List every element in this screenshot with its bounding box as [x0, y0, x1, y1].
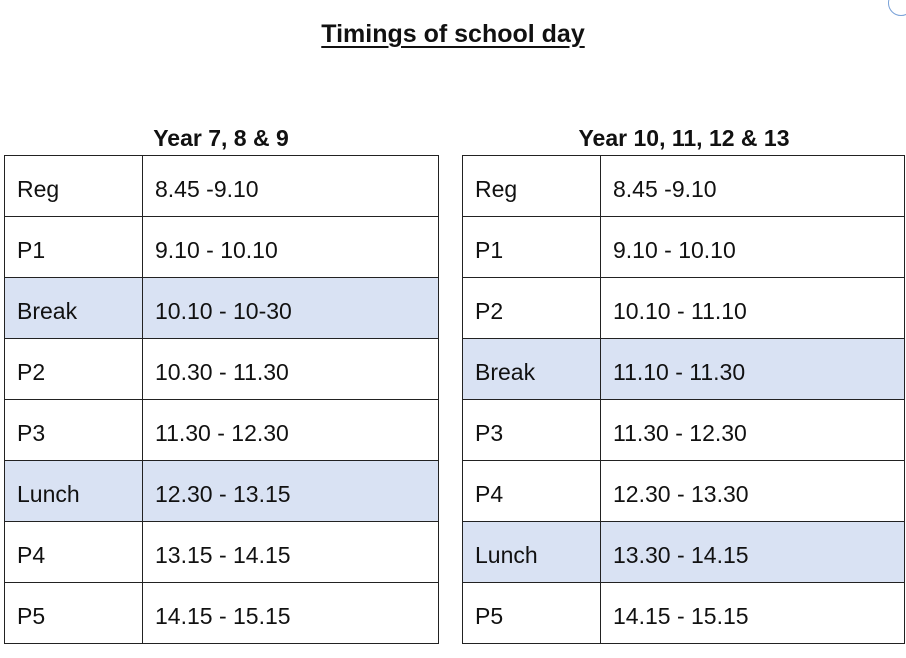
table-row — [5, 522, 439, 583]
period-time-cell: 8.45 -9.10 — [143, 156, 439, 217]
period-name-cell: Reg — [5, 156, 143, 217]
period-time-cell: 12.30 - 13.15 — [143, 461, 439, 522]
period-name-cell: P3 — [463, 400, 601, 461]
period-name-cell: P2 — [5, 339, 143, 400]
timetable-year-7-8-9 — [4, 155, 439, 644]
table-row — [5, 583, 439, 644]
table-row — [463, 461, 905, 522]
period-time-cell: 14.15 - 15.15 — [601, 583, 905, 644]
period-name-cell: P3 — [5, 400, 143, 461]
period-name-cell: Lunch — [5, 461, 143, 522]
year-7-8-9-heading: Year 7, 8 & 9 — [153, 125, 289, 151]
period-time-cell: 11.10 - 11.30 — [601, 339, 905, 400]
circle-icon — [888, 0, 906, 16]
table-row — [5, 339, 439, 400]
page-title: Timings of school day — [321, 20, 585, 48]
period-time-cell: 13.15 - 14.15 — [143, 522, 439, 583]
table-row — [5, 400, 439, 461]
period-name-cell: Reg — [463, 156, 601, 217]
table-row — [463, 156, 905, 217]
table-row — [5, 278, 439, 339]
period-time-cell: 13.30 - 14.15 — [601, 522, 905, 583]
period-name-cell: P2 — [463, 278, 601, 339]
period-name-cell: P4 — [463, 461, 601, 522]
period-name-cell: P4 — [5, 522, 143, 583]
timetable-year-10-11-12-13 — [462, 155, 905, 644]
period-name-cell: Lunch — [463, 522, 601, 583]
table-row — [5, 217, 439, 278]
period-name-cell: Break — [463, 339, 601, 400]
period-time-cell: 14.15 - 15.15 — [143, 583, 439, 644]
period-time-cell: 9.10 - 10.10 — [143, 217, 439, 278]
table-row — [463, 217, 905, 278]
period-time-cell: 8.45 -9.10 — [601, 156, 905, 217]
period-time-cell: 10.10 - 10-30 — [143, 278, 439, 339]
period-time-cell: 9.10 - 10.10 — [601, 217, 905, 278]
table-row — [463, 583, 905, 644]
year-10-11-12-13-heading: Year 10, 11, 12 & 13 — [578, 125, 790, 151]
period-name-cell: P5 — [5, 583, 143, 644]
table-row — [463, 339, 905, 400]
period-time-cell: 10.10 - 11.10 — [601, 278, 905, 339]
period-name-cell: P5 — [463, 583, 601, 644]
table-row — [463, 278, 905, 339]
period-time-cell: 11.30 - 12.30 — [601, 400, 905, 461]
period-name-cell: Break — [5, 278, 143, 339]
period-time-cell: 12.30 - 13.30 — [601, 461, 905, 522]
table-row — [463, 400, 905, 461]
period-time-cell: 10.30 - 11.30 — [143, 339, 439, 400]
table-row — [463, 522, 905, 583]
table-row — [5, 156, 439, 217]
period-time-cell: 11.30 - 12.30 — [143, 400, 439, 461]
period-name-cell: P1 — [463, 217, 601, 278]
table-row — [5, 461, 439, 522]
period-name-cell: P1 — [5, 217, 143, 278]
